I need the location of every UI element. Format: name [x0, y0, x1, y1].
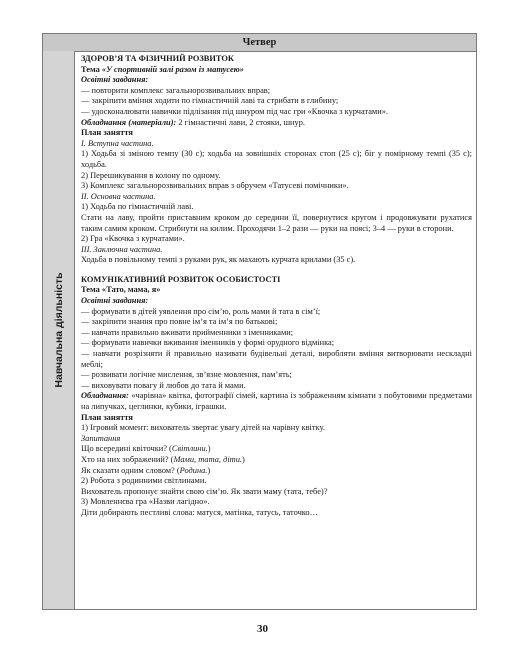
task-item: — розвивати логічне мислення, зв’язне мовлення, пам’ять; — [81, 370, 292, 380]
plan-step: 1) Ходьба зі зміною темпу (30 с); ходьба на зовнішніх сторонах стоп (25 с); біг у помірному темпі (35 с); ходьба. — [81, 149, 472, 169]
task-item: — закріпити знання про повне ім’я та ім’я по батькові; — [81, 317, 278, 327]
part-heading: І. Вступна частина. — [81, 138, 154, 148]
plan-step: 2) Робота з родинними світлинами. — [81, 476, 207, 486]
task-item: — навчати розрізняти й правильно називати будівельні деталі, виробляти вміння витворювати нескладні меблі; — [81, 349, 472, 369]
part-heading: ІІІ. Заключна частина. — [81, 244, 163, 254]
task-item: — навчати правильно вживати прийменники з іменниками; — [81, 327, 294, 337]
close-paren: ) — [242, 454, 245, 464]
task-item: — формувати навички вживання іменників у формі орудного відмінка; — [81, 338, 335, 348]
plan-step: 3) Мовленнєва гра «Назви лагідно». — [81, 497, 210, 507]
task-item: — повторити комплекс загальнорозвивальних вправ; — [81, 85, 271, 95]
question-line — [81, 444, 472, 455]
question-line — [81, 466, 472, 477]
lesson-content — [81, 54, 472, 519]
topic-line — [81, 285, 472, 296]
topic-label: Тема — [81, 285, 100, 295]
plan-step: Вихователь пропонує знайти свою сім’ю. Як звати маму (тата, тебе)? — [81, 486, 328, 496]
plan-step: 3) Комплекс загальнорозвивальних вправ з обручем «Татусеві помічники». — [81, 181, 349, 191]
lesson-table — [42, 33, 477, 610]
equipment-text: «чарівна» квітка, фотографії сімей, картина із зображенням кімнати з побутовими предметами на липучках, цеглинки, кубики, іграшки. — [81, 391, 472, 411]
question-answer: Мами, тата, діти. — [173, 454, 242, 464]
questions-label: Запитання — [81, 433, 121, 443]
section-title: ЗДОРОВ’Я ТА ФІЗИЧНИЙ РОЗВИТОК — [81, 54, 234, 63]
plan-label: План заняття — [81, 412, 133, 422]
question-text: Що всередині квіточки? ( — [81, 444, 172, 454]
question-answer: Родина. — [179, 465, 208, 475]
plan-step: 1) Ігровий момент: вихователь звертає увагу дітей на чарівну квітку. — [81, 423, 325, 433]
topic-line — [81, 65, 472, 76]
plan-step: Стати на лаву, пройти приставним кроком до середини її, повернутися кругом і продовжувати рухатися таким самим кроком. Стрибнути на килим. Проходячи 1–2 рази — руки на поясі; 3–4 — руки в сторони. — [81, 212, 472, 233]
equipment-text: 2 гімнастичні лави, 2 стояки, шнур. — [176, 117, 305, 127]
plan-step: 2) Перешикування в колону по одному. — [81, 170, 221, 180]
page-number: 30 — [257, 623, 268, 635]
plan-step: Діти добирають пестливі слова: матуся, матінка, татусь, таточко… — [81, 507, 318, 517]
part-heading: ІІ. Основна частина. — [81, 191, 156, 201]
tasks-label: Освітні завдання: — [81, 75, 149, 85]
plan-step: Ходьба в повільному темпі з руками рук, як махають курчата крилами (35 с). — [81, 255, 356, 265]
task-item: — формувати в дітей уявлення про сім’ю, роль мами й тата в сім’ї; — [81, 306, 321, 316]
question-text: Як сказати одним словом? ( — [81, 465, 180, 475]
equipment-line — [81, 391, 472, 412]
topic-name: «У спортивній залі разом із матусею» — [101, 64, 244, 74]
section-title: КОМУНІКАТИВНИЙ РОЗВИТОК ОСОБИСТОСТІ — [81, 274, 281, 284]
activity-label: Навчальна діяльність — [52, 272, 65, 388]
section-spacer — [81, 266, 472, 275]
close-paren: ) — [207, 465, 211, 475]
topic-name: «Тато, мама, я» — [101, 285, 161, 295]
question-text: Хто на них зображений? ( — [81, 454, 174, 464]
tasks-label: Освітні завдання: — [81, 296, 149, 306]
task-item: — удосконалювати навички підлізання під шнуром під час гри «Квочка з курчатами». — [81, 106, 388, 116]
task-item: — виховувати повагу й любов до тата й мами. — [81, 380, 246, 390]
day-header: Четвер — [43, 34, 476, 52]
task-item: — закріпити вміння ходити по гімнастичній лаві та стрибати в глибину; — [81, 96, 339, 106]
close-paren: ) — [207, 444, 211, 454]
plan-step: 2) Гра «Квочка з курчатами». — [81, 234, 185, 244]
plan-step: 1) Ходьба по гімнастичній лаві. — [81, 202, 194, 212]
equipment-line — [81, 118, 472, 129]
question-answer: Світлини. — [171, 444, 208, 454]
activity-column — [43, 51, 75, 609]
plan-label: План заняття — [81, 128, 133, 138]
equipment-label: Обладнання (матеріали): — [81, 117, 177, 127]
equipment-label: Обладнання: — [81, 391, 129, 401]
question-line — [81, 455, 472, 466]
topic-label: Тема — [81, 64, 100, 74]
